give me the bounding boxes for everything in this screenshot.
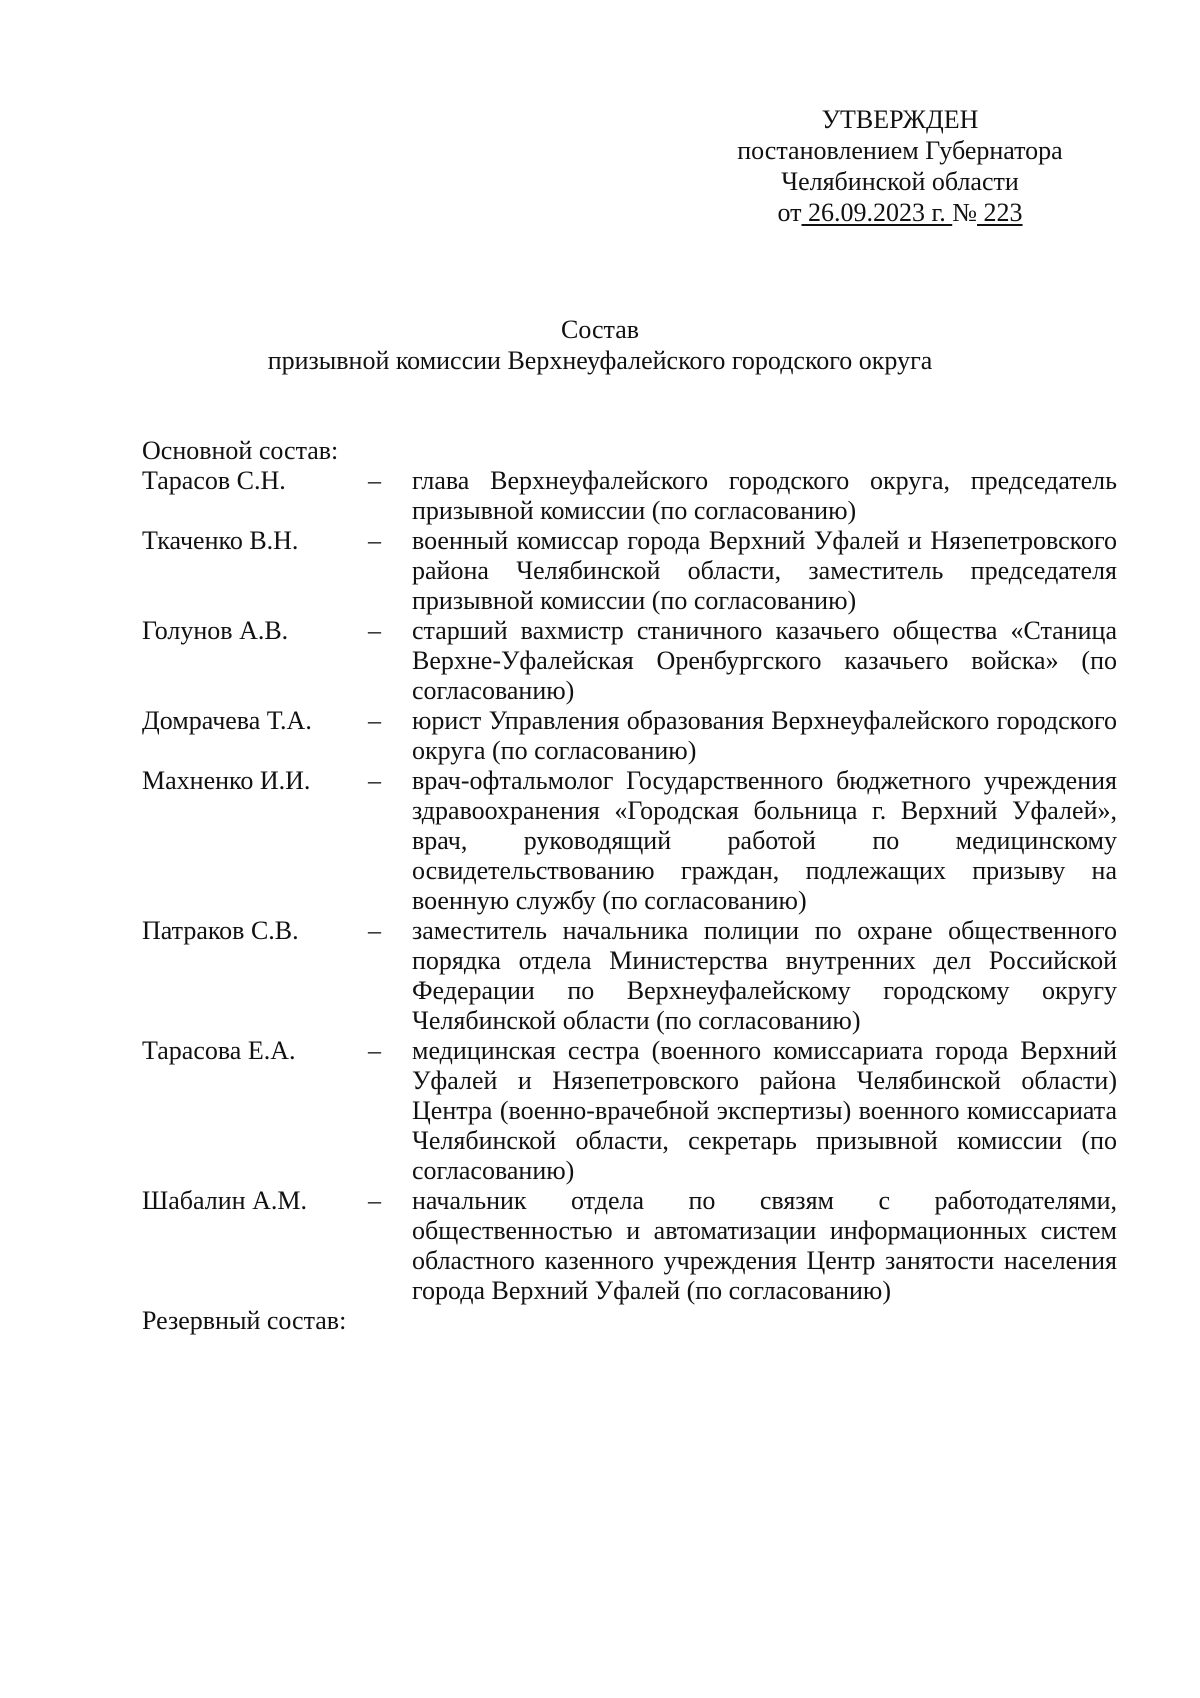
member-dash: –: [368, 466, 381, 495]
approval-block: [700, 104, 1100, 228]
reserve-section-label: Резервный состав:: [142, 1306, 347, 1335]
approval-title: УТВЕРЖДЕН: [821, 105, 979, 134]
approval-number: 223: [977, 198, 1023, 227]
member-dash: –: [368, 766, 381, 795]
member-description: глава Верхнеуфалейского городского округа, председатель призывной комиссии (по согласованию): [412, 466, 1117, 525]
member-row: [142, 766, 1117, 916]
member-name: Домрачева Т.А.: [142, 706, 312, 735]
member-row: [142, 916, 1117, 1036]
member-dash: –: [368, 706, 381, 735]
member-name: Патраков С.В.: [142, 916, 299, 945]
document-subtitle: призывной комиссии Верхнеуфалейского городского округа: [267, 346, 933, 375]
member-row: [142, 1186, 1117, 1306]
approval-date-prefix: от: [777, 198, 802, 227]
member-row: [142, 466, 1117, 526]
member-row: [142, 616, 1117, 706]
member-name: Голунов А.В.: [142, 616, 289, 645]
main-section-label: Основной состав:: [142, 436, 339, 465]
member-row: [142, 526, 1117, 616]
approval-region: Челябинской области: [781, 167, 1019, 196]
member-name: Тарасова Е.А.: [142, 1036, 296, 1065]
approval-date: 26.09.2023 г.: [801, 198, 953, 227]
commission-list: [142, 436, 1117, 1336]
member-description: медицинская сестра (военного комиссариата города Верхний Уфалей и Нязепетровского района Челябинской области) Центра (военно-врачебной экспертизы) военного комиссариата Челябинской области, секретарь призывной комиссии (по согласованию): [412, 1036, 1117, 1185]
member-row: [142, 706, 1117, 766]
member-description: военный комиссар города Верхний Уфалей и Нязепетровского района Челябинской области, заместитель председателя призывной комиссии (по согласованию): [412, 526, 1117, 615]
member-dash: –: [368, 526, 381, 555]
member-dash: –: [368, 916, 381, 945]
member-row: [142, 1036, 1117, 1186]
member-description: юрист Управления образования Верхнеуфалейского городского округа (по согласованию): [412, 706, 1117, 765]
approval-number-sign: №: [952, 198, 978, 227]
member-name: Шабалин А.М.: [142, 1186, 307, 1215]
member-description: начальник отдела по связям с работодателями, общественностью и автоматизации информационных систем областного казенного учреждения Центр занятости населения города Верхний Уфалей (по согласованию): [412, 1186, 1117, 1305]
member-name: Ткаченко В.Н.: [142, 526, 299, 555]
member-name: Махненко И.И.: [142, 766, 311, 795]
member-description: заместитель начальника полиции по охране общественного порядка отдела Министерства внутренних дел Российской Федерации по Верхнеуфалейскому городскому округу Челябинской области (по согласованию): [412, 916, 1117, 1035]
approval-date-line: [700, 197, 1100, 228]
document-title: Состав: [560, 315, 640, 344]
member-description: старший вахмистр станичного казачьего общества «Станица Верхне-Уфалейская Оренбургского казачьего войска» (по согласованию): [412, 616, 1117, 705]
member-dash: –: [368, 1036, 381, 1065]
document-heading: [0, 314, 1200, 376]
member-dash: –: [368, 1186, 381, 1215]
member-description: врач-офтальмолог Государственного бюджетного учреждения здравоохранения «Городская больница г. Верхний Уфалей», врач, руководящий работой по медицинскому освидетельствованию граждан, подлежащих призыву на военную службу (по согласованию): [412, 766, 1117, 915]
member-dash: –: [368, 616, 381, 645]
member-name: Тарасов С.Н.: [142, 466, 286, 495]
approval-issuer: постановлением Губернатора: [737, 136, 1063, 165]
